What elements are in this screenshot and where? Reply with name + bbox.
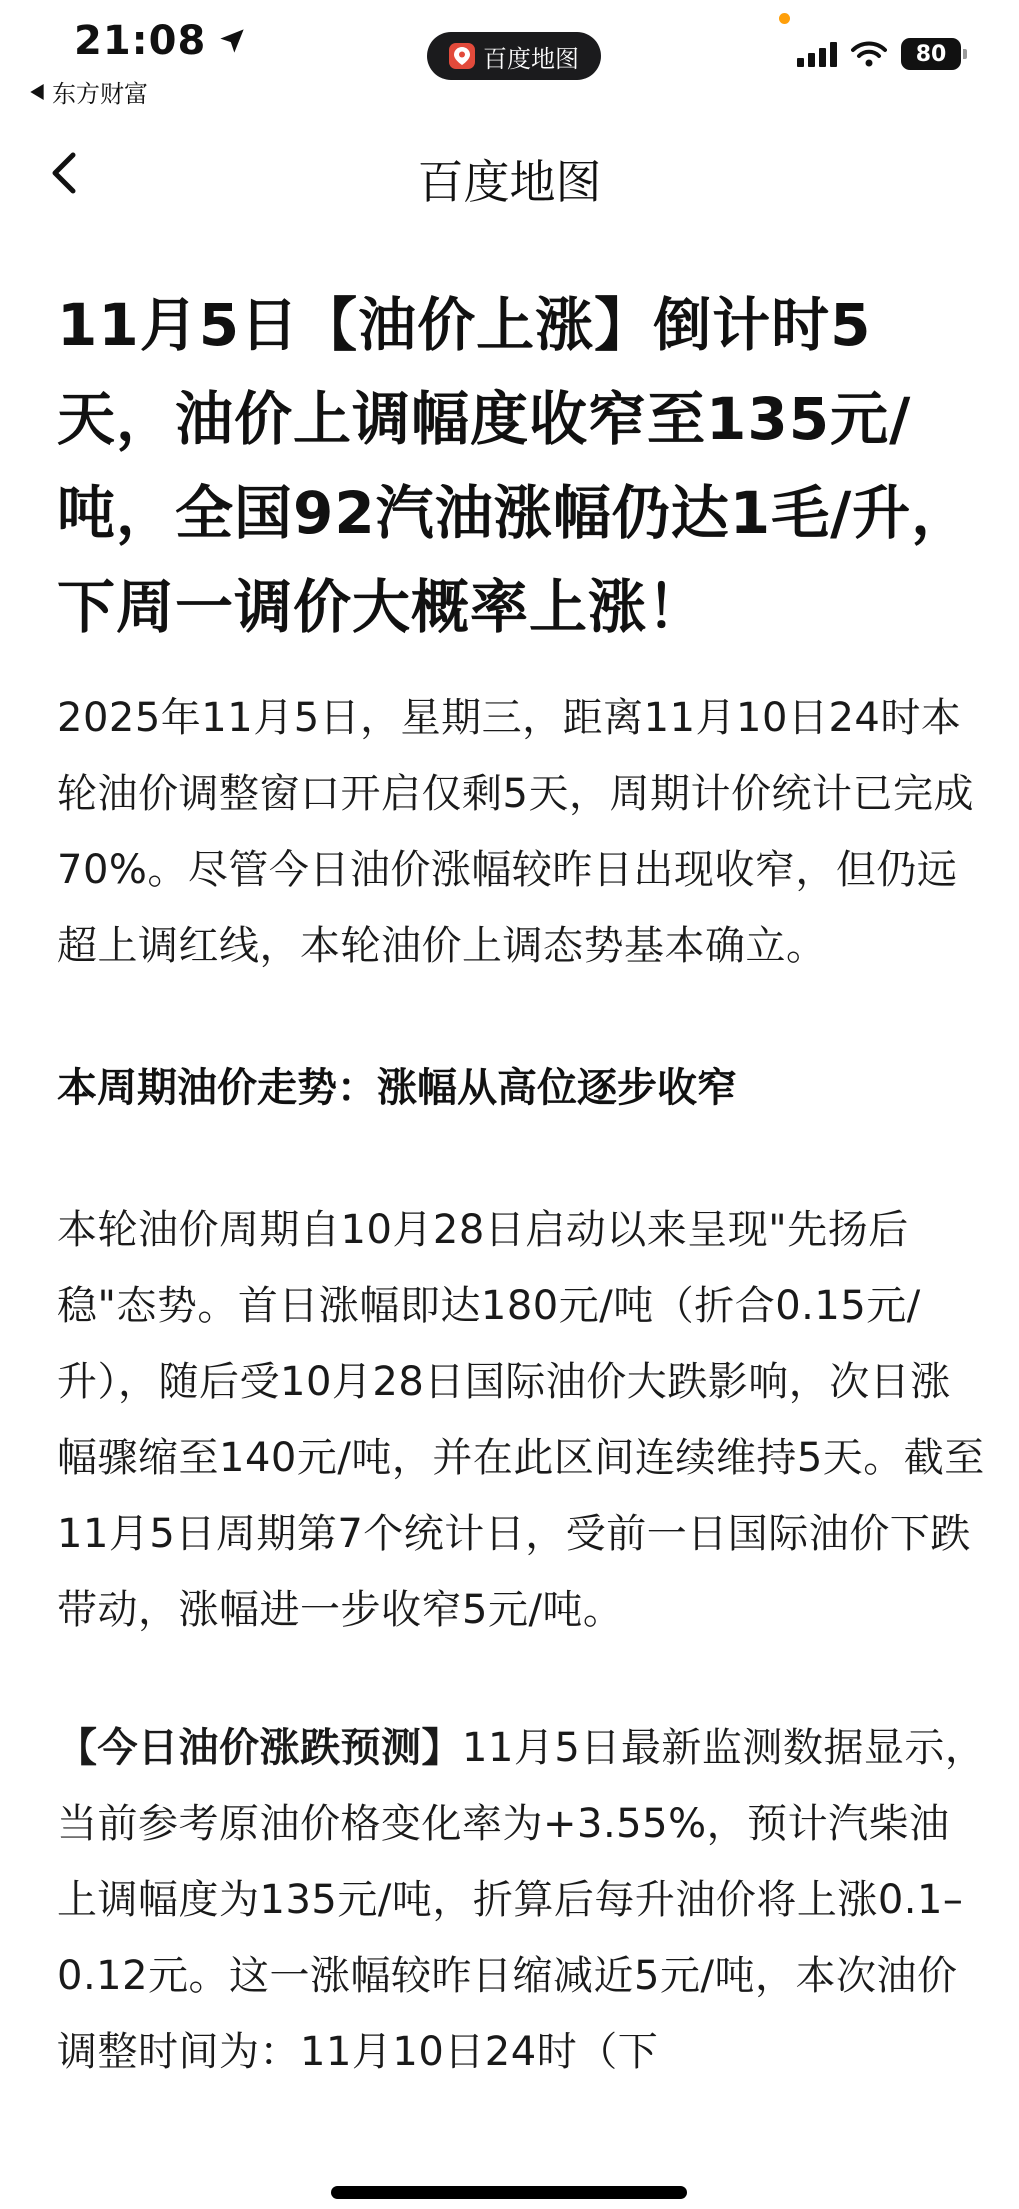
article-paragraph-3 (57, 1710, 987, 2090)
forecast-label: 【今日油价涨跌预测】 (57, 1725, 462, 1771)
status-icons (797, 38, 961, 70)
navigation-bar (0, 130, 1019, 220)
clock-time: 21:08 (74, 18, 207, 64)
recording-indicator (779, 13, 790, 24)
cellular-signal-icon (797, 41, 837, 67)
home-indicator[interactable] (331, 2186, 687, 2199)
battery-level: 80 (915, 41, 947, 67)
article-paragraph-2: 本轮油价周期自10月28日启动以来呈现"先扬后稳"态势。首日涨幅即达180元/吨（折合0.15元/升），随后受10月28日国际油价大跌影响，次日涨幅骤缩至140元/吨，并在此区间连续维持5天。截至11月5日周期第7个统计日，受前一日国际油价下跌带动，涨幅进一步收窄5元/吨。 (57, 1207, 985, 1633)
app-pill[interactable] (427, 32, 601, 80)
location-arrow-icon (218, 27, 246, 55)
app-pill-label: 百度地图 (483, 44, 579, 73)
back-triangle-icon (30, 84, 44, 100)
status-bar (0, 0, 1019, 110)
article (57, 278, 987, 2090)
back-to-app[interactable] (30, 74, 148, 109)
baidu-map-logo-icon (449, 43, 475, 69)
article-subheading: 本周期油价走势：涨幅从高位逐步收窄 (57, 1065, 737, 1111)
back-app-label: 东方财富 (52, 80, 148, 108)
article-headline: 11月5日【油价上涨】倒计时5天，油价上调幅度收窄至135元/吨，全国92汽油涨幅仍达1毛/升，下周一调价大概率上涨！ (57, 291, 971, 641)
page-title: 百度地图 (417, 155, 602, 209)
forecast-text: 11月5日最新监测数据显示，当前参考原油价格变化率为+3.55%，预计汽柴油上调幅度为135元/吨，折算后每升油价将上涨0.1–0.12元。这一涨幅较昨日缩减近5元/吨，本次油价调整时间为：11月10日24时（下 (57, 1725, 986, 2075)
article-paragraph-1: 2025年11月5日，星期三，距离11月10日24时本轮油价调整窗口开启仅剩5天，周期计价统计已完成70%。尽管今日油价涨幅较昨日出现收窄，但仍远超上调红线，本轮油价上调态势基本确立。 (57, 695, 974, 969)
wifi-icon (851, 41, 887, 67)
clock (74, 18, 246, 64)
battery-icon (901, 38, 961, 70)
